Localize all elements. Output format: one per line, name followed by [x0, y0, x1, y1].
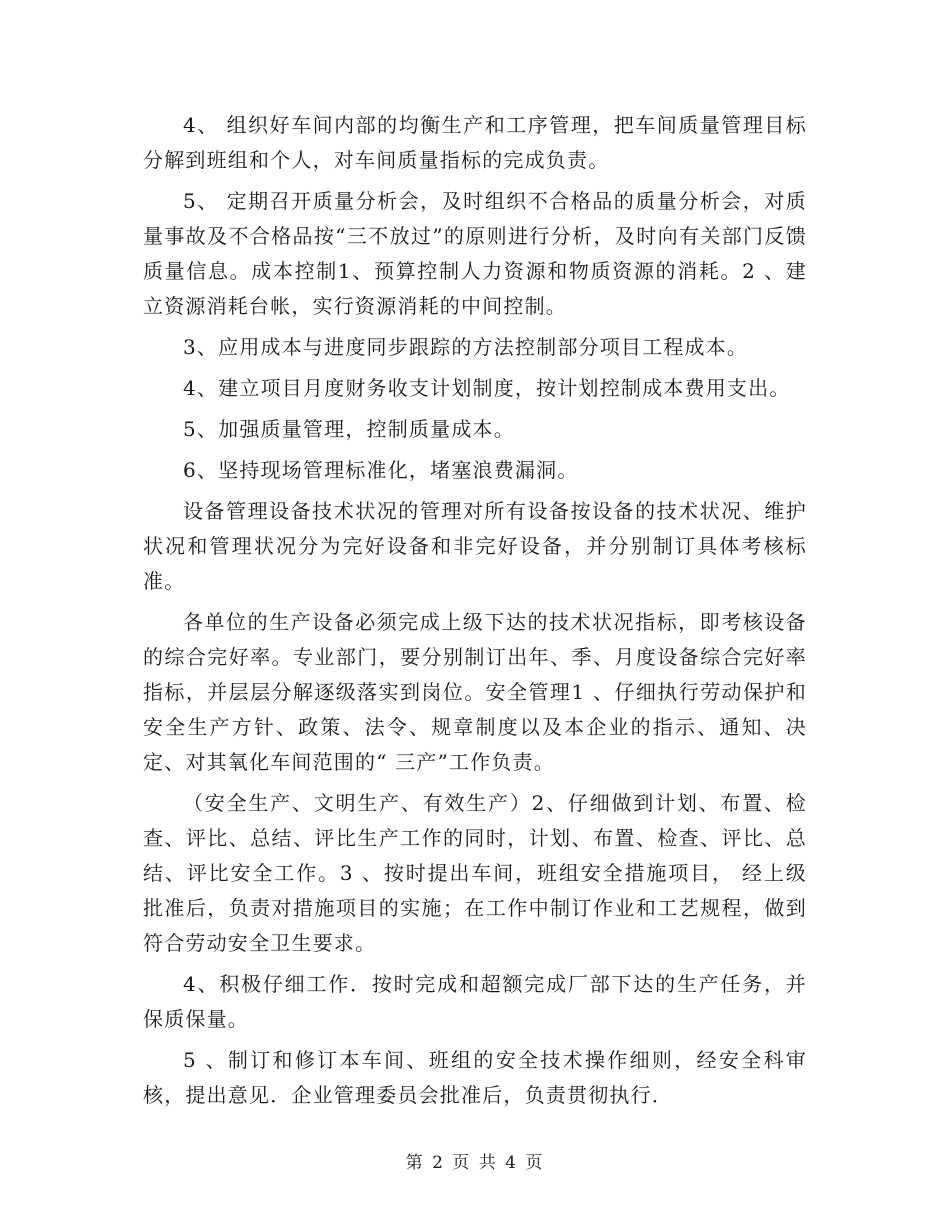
page-number-footer: 第 2 页 共 4 页 [405, 1153, 545, 1173]
paragraph-5: 5、加强质量管理，控制质量成本。 [183, 417, 515, 441]
paragraph-3: 3、应用成本与进度同步跟踪的方法控制部分项目工程成本。 [183, 335, 749, 359]
paragraph-4: 4、建立项目月度财务收支计划制度，按计划控制成本费用支出。 [183, 376, 791, 400]
paragraph-11: 5 、制订和修订本车间、班组的安全技术操作细则，经安全科审核，提出意见．企业管理委员会批准后，负责贯彻执行． [143, 1048, 807, 1107]
paragraph-9: （安全生产、文明生产、有效生产）2、仔细做到计划、布置、检查、评比、总结、评比生产工作的同时，计划、布置、检查、评比、总结、评比安全工作。3 、按时提出车间，班组安全措施项目， 经上级批准后，负责对措施项目的实施；在工作中制订作业和工艺规程，做到符合劳动安全卫生要求。 [143, 791, 807, 955]
paragraph-6: 6、坚持现场管理标准化，堵塞浪费漏洞。 [183, 458, 579, 482]
paragraph-8: 各单位的生产设备必须完成上级下达的技术状况指标，即考核设备的综合完好率。专业部门，要分别制订出年、季、月度设备综合完好率指标，并层层分解逐级落实到岗位。安全管理1 、仔细执行劳动保护和安全生产方针、政策、法令、规章制度以及本企业的指示、通知、决定、对其氧化车间范围的“ 三产”工作负责。 [143, 610, 807, 774]
paragraph-2: 5、 定期召开质量分析会，及时组织不合格品的质量分析会，对质量事故及不合格品按“三不放过”的原则进行分析，及时向有关部门反馈质量信息。成本控制1、预算控制人力资源和物质资源的消耗。2 、建立资源消耗台帐，实行资源消耗的中间控制。 [143, 189, 807, 318]
paragraph-1: 4、 组织好车间内部的均衡生产和工序管理，把车间质量管理目标分解到班组和个人，对车间质量指标的完成负责。 [143, 113, 807, 172]
paragraph-10: 4、积极仔细工作．按时完成和超额完成厂部下达的生产任务，并保质保量。 [143, 972, 807, 1031]
document-body [143, 108, 807, 1119]
paragraph-7: 设备管理设备技术状况的管理对所有设备按设备的技术状况、维护状况和管理状况分为完好设备和非完好设备，并分别制订具体考核标准。 [143, 499, 807, 593]
